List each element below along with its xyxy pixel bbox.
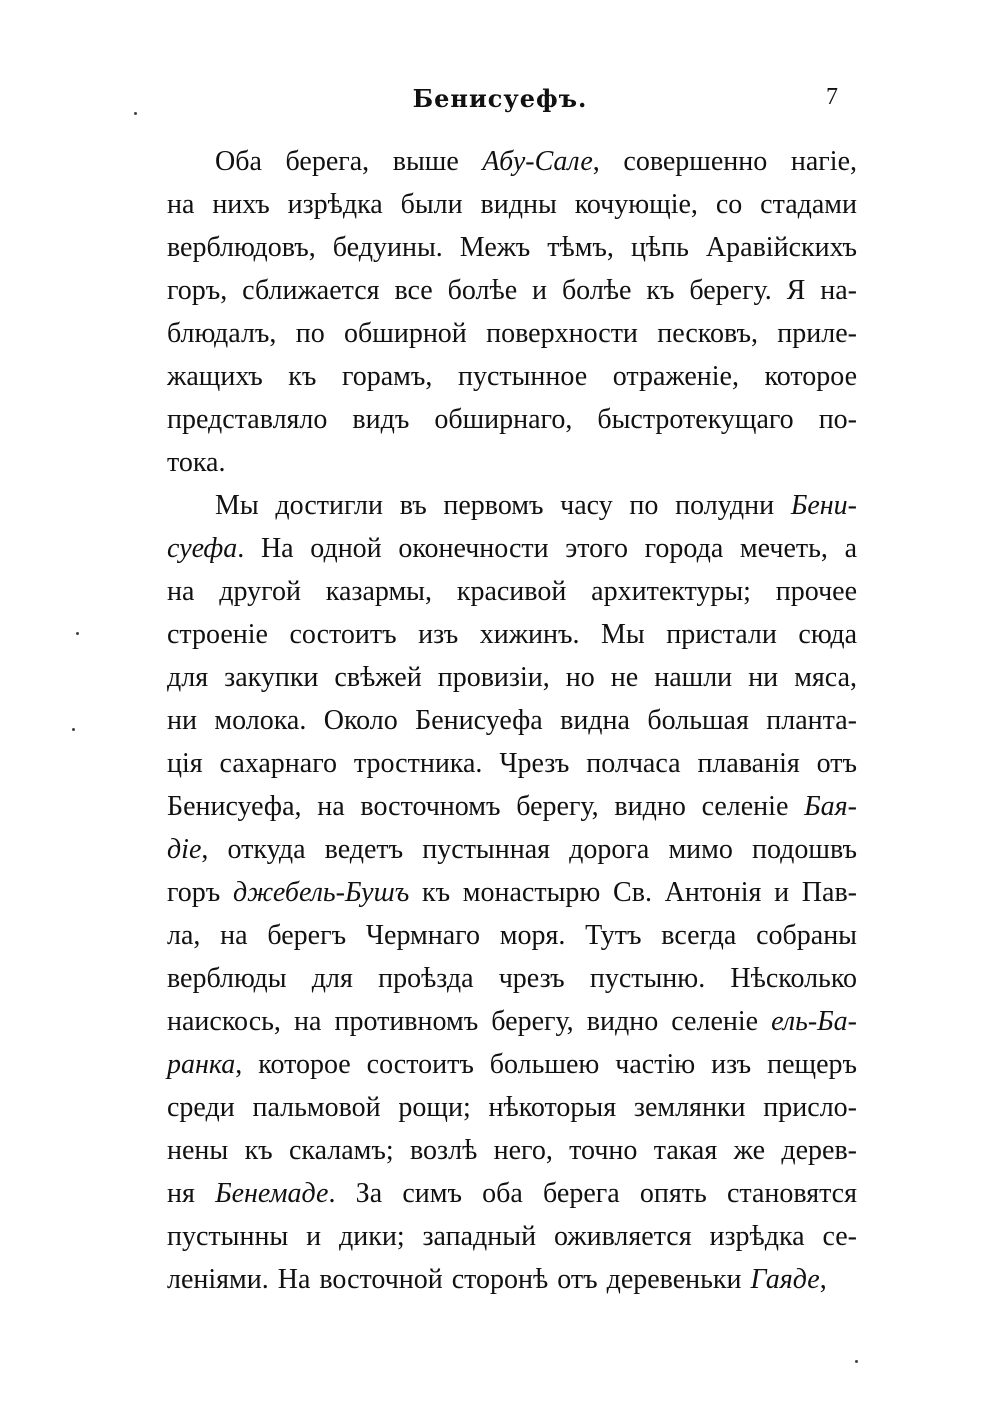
text-line [167,1215,857,1258]
text-line [167,226,857,269]
text-line [167,1086,857,1129]
text-segment: верблюдовъ, бедуины. Межъ тѣмъ, цѣпь Аравійскихъ [167,232,857,263]
italic-place-name: Гаяде [750,1264,820,1295]
scan-speck [76,632,79,635]
text-line [167,312,857,355]
text-segment: на нихъ изрѣдка были видны кочующіе, со стадами [167,189,857,220]
text-segment: представляло видъ обширнаго, быстротекущаго по- [167,404,857,435]
text-line [167,656,857,699]
text-segment: , которое состоитъ большею частію изъ пещеръ [235,1049,857,1080]
scan-speck [134,112,137,115]
text-line [167,398,857,441]
text-segment: среди пальмовой рощи; нѣкоторыя землянки присло- [167,1092,857,1123]
text-line [167,570,857,613]
text-segment: горъ, сближается все болѣе и болѣе къ берегу. Я на- [167,275,857,306]
text-line [167,183,857,226]
text-segment: . За симъ оба берега опять становятся [328,1178,857,1209]
text-segment: пустынны и дики; западный оживляется изрѣдка се- [167,1221,857,1252]
text-segment: ла, на берегъ Чермнаго моря. Тутъ всегда собраны [167,920,857,951]
text-segment: на другой казармы, красивой архитектуры; прочее [167,576,857,607]
scan-speck [72,728,75,731]
body-text [167,140,857,1301]
text-segment: ня [167,1178,216,1209]
italic-place-name: ранка [167,1049,236,1080]
italic-place-name: Бая- [804,791,857,822]
text-line [167,441,857,484]
text-line [167,355,857,398]
text-line [167,527,857,570]
text-line [167,140,857,183]
text-segment: для закупки свѣжей провизіи, но не нашли ни мяса, [167,662,857,693]
page-number: 7 [826,84,838,110]
text-segment: наискось, на противномъ берегу, видно селеніе [167,1006,772,1037]
italic-place-name: ель-Ба- [771,1006,857,1037]
text-segment: , [819,1264,827,1295]
text-segment: жащихъ къ горамъ, пустынное отраженіе, которое [167,361,857,392]
text-segment: ни молока. Около Бенисуефа видна большая планта- [167,705,857,736]
running-header: Бенисуефъ. [412,84,588,113]
text-segment: . На одной оконечности этого города мечеть, а [237,533,857,564]
text-line [167,1172,857,1215]
text-segment: , совершенно нагіе, [592,146,857,177]
text-line [167,484,857,527]
italic-place-name: діе [167,834,202,865]
text-line [167,1043,857,1086]
text-line [167,1000,857,1043]
text-line [167,828,857,871]
text-line [167,269,857,312]
italic-place-name: суефа [167,533,238,564]
italic-place-name: Бени- [790,490,857,521]
text-segment: Мы достигли въ первомъ часу по полудни [215,490,791,521]
text-line [167,957,857,1000]
text-line [167,1129,857,1172]
text-line [167,1258,857,1301]
text-segment: горъ [167,877,233,908]
scan-speck [855,1360,858,1363]
text-line [167,785,857,828]
text-line [167,613,857,656]
text-segment: къ монастырю Св. Антонія и Пав- [409,877,858,908]
text-segment: тока. [167,447,226,478]
text-line [167,871,857,914]
text-segment: строеніе состоитъ изъ хижинъ. Мы пристали сюда [167,619,857,650]
text-segment: верблюды для проѣзда чрезъ пустыню. Нѣсколько [167,963,857,994]
italic-place-name: джебель-Бушъ [233,877,410,908]
text-line [167,699,857,742]
text-line [167,914,857,957]
text-segment: Оба берега, выше [215,146,483,177]
text-segment: блюдалъ, по обширной поверхности песковъ, приле- [167,318,857,349]
text-segment: нены къ скаламъ; возлѣ него, точно такая же дерев- [167,1135,857,1166]
italic-place-name: Абу-Сале [482,146,593,177]
italic-place-name: Бенемаде [215,1178,329,1209]
text-segment: леніями. На восточной сторонѣ отъ деревеньки [167,1264,751,1295]
text-segment: , откуда ведетъ пустынная дорога мимо подошвъ [201,834,857,865]
text-line [167,742,857,785]
text-segment: Бенисуефа, на восточномъ берегу, видно селеніе [167,791,805,822]
text-segment: ція сахарнаго тростника. Чрезъ полчаса плаванія отъ [167,748,857,779]
